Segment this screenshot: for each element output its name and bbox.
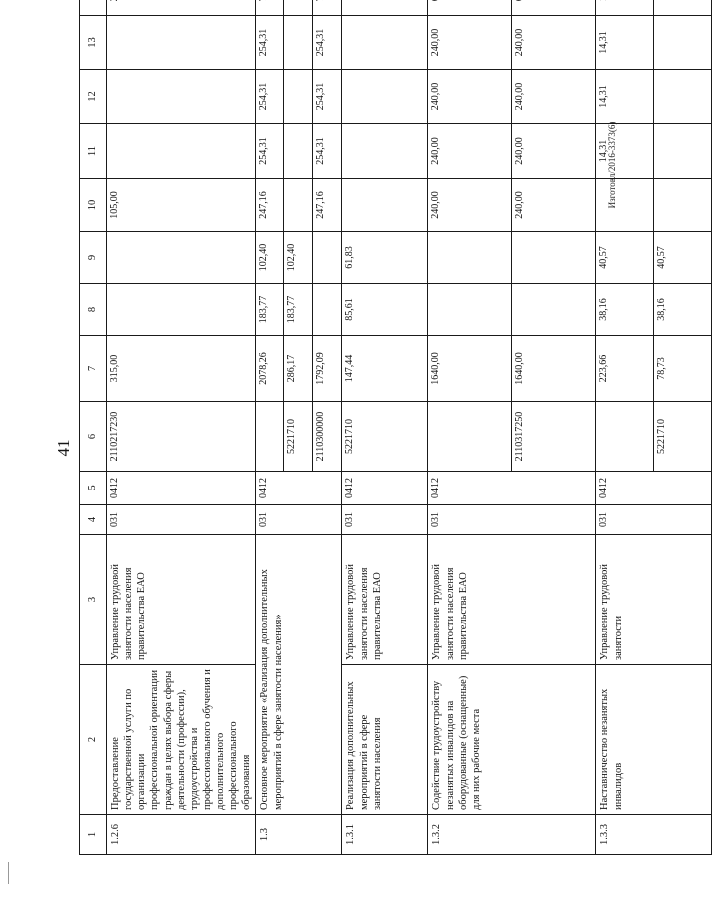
csr-code: 2110217230 — [107, 402, 256, 472]
value-cell: 14,31 — [596, 16, 654, 70]
value-cell: 240,00 — [512, 70, 596, 124]
rzpr-code: 0412 — [107, 472, 256, 505]
value-cell: 2078,26 — [256, 336, 284, 402]
value-cell — [107, 0, 256, 16]
value-cell — [107, 70, 256, 124]
value-cell — [654, 179, 712, 232]
value-cell — [342, 179, 428, 232]
value-cell — [654, 16, 712, 70]
value-cell: 254,31 — [313, 124, 342, 179]
value-cell: 240,00 — [512, 16, 596, 70]
executor: Управление трудовой занятости населения правительства ЕАО — [342, 535, 428, 665]
value-cell — [107, 16, 256, 70]
header-cell: 1 — [80, 815, 107, 855]
value-cell: 14,31 — [596, 70, 654, 124]
value-cell: 240,00 — [512, 124, 596, 179]
rzpr-code: 0412 — [342, 472, 428, 505]
row-number: 1.2.6 — [107, 815, 256, 855]
margin-mark — [8, 862, 9, 884]
value-cell: 105,00 — [107, 179, 256, 232]
activity-name: Наставничество незанятых инвалидов — [596, 665, 712, 815]
value-cell: 147,44 — [342, 336, 428, 402]
executor: Управление трудовой занятости населения правительства ЕАО — [428, 535, 596, 665]
activity-name: Основное мероприятие «Реализация дополнительных мероприятий в сфере занятости населения» — [256, 535, 342, 815]
header-cell: 9 — [80, 232, 107, 284]
value-cell: 61,83 — [342, 232, 428, 284]
value-cell — [428, 284, 512, 336]
csr-code: 2110300000 — [313, 402, 342, 472]
value-cell — [284, 0, 313, 16]
value-cell — [284, 70, 313, 124]
value-cell — [654, 0, 712, 16]
value-cell: 240,00 — [512, 179, 596, 232]
value-cell — [313, 0, 342, 16]
value-cell: 38,16 — [654, 284, 712, 336]
csr-code: 5221710 — [284, 402, 313, 472]
value-cell: 38,16 — [596, 284, 654, 336]
value-cell: 102,40 — [284, 232, 313, 284]
value-cell — [313, 284, 342, 336]
value-cell: 102,40 — [256, 232, 284, 284]
table-row — [342, 0, 428, 855]
csr-code: 2110317250 — [512, 402, 596, 472]
table-row — [596, 0, 654, 855]
value-cell: 78,73 — [654, 336, 712, 402]
value-cell — [342, 16, 428, 70]
value-cell: 223,66 — [596, 336, 654, 402]
value-cell — [654, 70, 712, 124]
value-cell — [107, 124, 256, 179]
value-cell — [428, 0, 512, 16]
value-cell: 14,31 — [596, 124, 654, 179]
header-cell: 10 — [80, 179, 107, 232]
header-cell: 12 — [80, 70, 107, 124]
rzpr-code: 0412 — [256, 472, 342, 505]
value-cell — [342, 70, 428, 124]
value-cell: 240,00 — [428, 16, 512, 70]
value-cell — [107, 284, 256, 336]
table-row — [107, 0, 256, 855]
value-cell: 40,57 — [654, 232, 712, 284]
value-cell — [284, 16, 313, 70]
grbs-code: 031 — [596, 505, 712, 535]
header-cell: 7 — [80, 336, 107, 402]
activity-name: Содействие трудоустройству незанятых инвалидов на оборудованные (оснащенные) для них рабочие места — [428, 665, 596, 815]
value-cell: 254,31 — [256, 16, 284, 70]
header-cell — [80, 0, 107, 16]
header-cell: 13 — [80, 16, 107, 70]
value-cell: 286,17 — [284, 336, 313, 402]
value-cell: 254,31 — [256, 70, 284, 124]
header-cell: 11 — [80, 124, 107, 179]
value-cell — [313, 232, 342, 284]
value-cell — [596, 0, 654, 16]
value-cell — [256, 0, 284, 16]
table-row — [256, 0, 284, 855]
value-cell: 254,31 — [313, 70, 342, 124]
value-cell: 183,77 — [284, 284, 313, 336]
value-cell — [428, 232, 512, 284]
grbs-code: 031 — [428, 505, 596, 535]
grbs-code: 031 — [342, 505, 428, 535]
table-row — [428, 0, 512, 855]
header-cell: 2 — [80, 665, 107, 815]
header-row — [80, 0, 107, 855]
header-cell: 3 — [80, 535, 107, 665]
value-cell — [284, 124, 313, 179]
activity-name: Реализация дополнительных мероприятий в сфере занятости населения — [342, 665, 428, 815]
value-cell — [342, 124, 428, 179]
row-number: 1.3.2 — [428, 815, 596, 855]
value-cell: 1640,00 — [512, 336, 596, 402]
value-cell: 240,00 — [428, 70, 512, 124]
row-number: 1.3 — [256, 815, 342, 855]
value-cell — [284, 179, 313, 232]
value-cell: 1640,00 — [428, 336, 512, 402]
page-number: 41 — [54, 439, 73, 457]
value-cell: 247,16 — [256, 179, 284, 232]
value-cell: 254,31 — [256, 124, 284, 179]
value-cell: 247,16 — [313, 179, 342, 232]
value-cell: 183,77 — [256, 284, 284, 336]
value-cell: 85,61 — [342, 284, 428, 336]
value-cell — [512, 284, 596, 336]
csr-code: 5221710 — [654, 402, 712, 472]
csr-code — [428, 402, 512, 472]
document-stamp: Изготовл/2016-3373(6) — [607, 121, 617, 209]
row-number: 1.3.3 — [596, 815, 712, 855]
budget-table — [79, 0, 712, 855]
value-cell: 315,00 — [107, 336, 256, 402]
csr-code — [256, 402, 284, 472]
executor: Управление трудовой занятости — [596, 535, 712, 665]
grbs-code: 031 — [107, 505, 256, 535]
row-number: 1.3.1 — [342, 815, 428, 855]
value-cell — [512, 232, 596, 284]
value-cell: 240,00 — [428, 124, 512, 179]
value-cell: 1792,09 — [313, 336, 342, 402]
value-cell — [654, 124, 712, 179]
value-cell — [512, 0, 596, 16]
header-cell: 8 — [80, 284, 107, 336]
rzpr-code: 0412 — [428, 472, 596, 505]
value-cell — [342, 0, 428, 16]
value-cell — [596, 179, 654, 232]
value-cell — [107, 232, 256, 284]
rzpr-code: 0412 — [596, 472, 712, 505]
activity-name: Предоставление государственной услуги по организации профессиональной ориентации граждан в целях выбора сферы деятельности (профессии), трудоустройства и профессионального обучения и дополнительного профессионального образования — [107, 665, 256, 815]
csr-code — [596, 402, 654, 472]
executor: Управление трудовой занятости населения правительства ЕАО — [107, 535, 256, 665]
value-cell: 240,00 — [428, 179, 512, 232]
grbs-code: 031 — [256, 505, 342, 535]
header-cell: 5 — [80, 472, 107, 505]
header-cell: 4 — [80, 505, 107, 535]
csr-code: 5221710 — [342, 402, 428, 472]
value-cell: 254,31 — [313, 16, 342, 70]
value-cell: 40,57 — [596, 232, 654, 284]
header-cell: 6 — [80, 402, 107, 472]
